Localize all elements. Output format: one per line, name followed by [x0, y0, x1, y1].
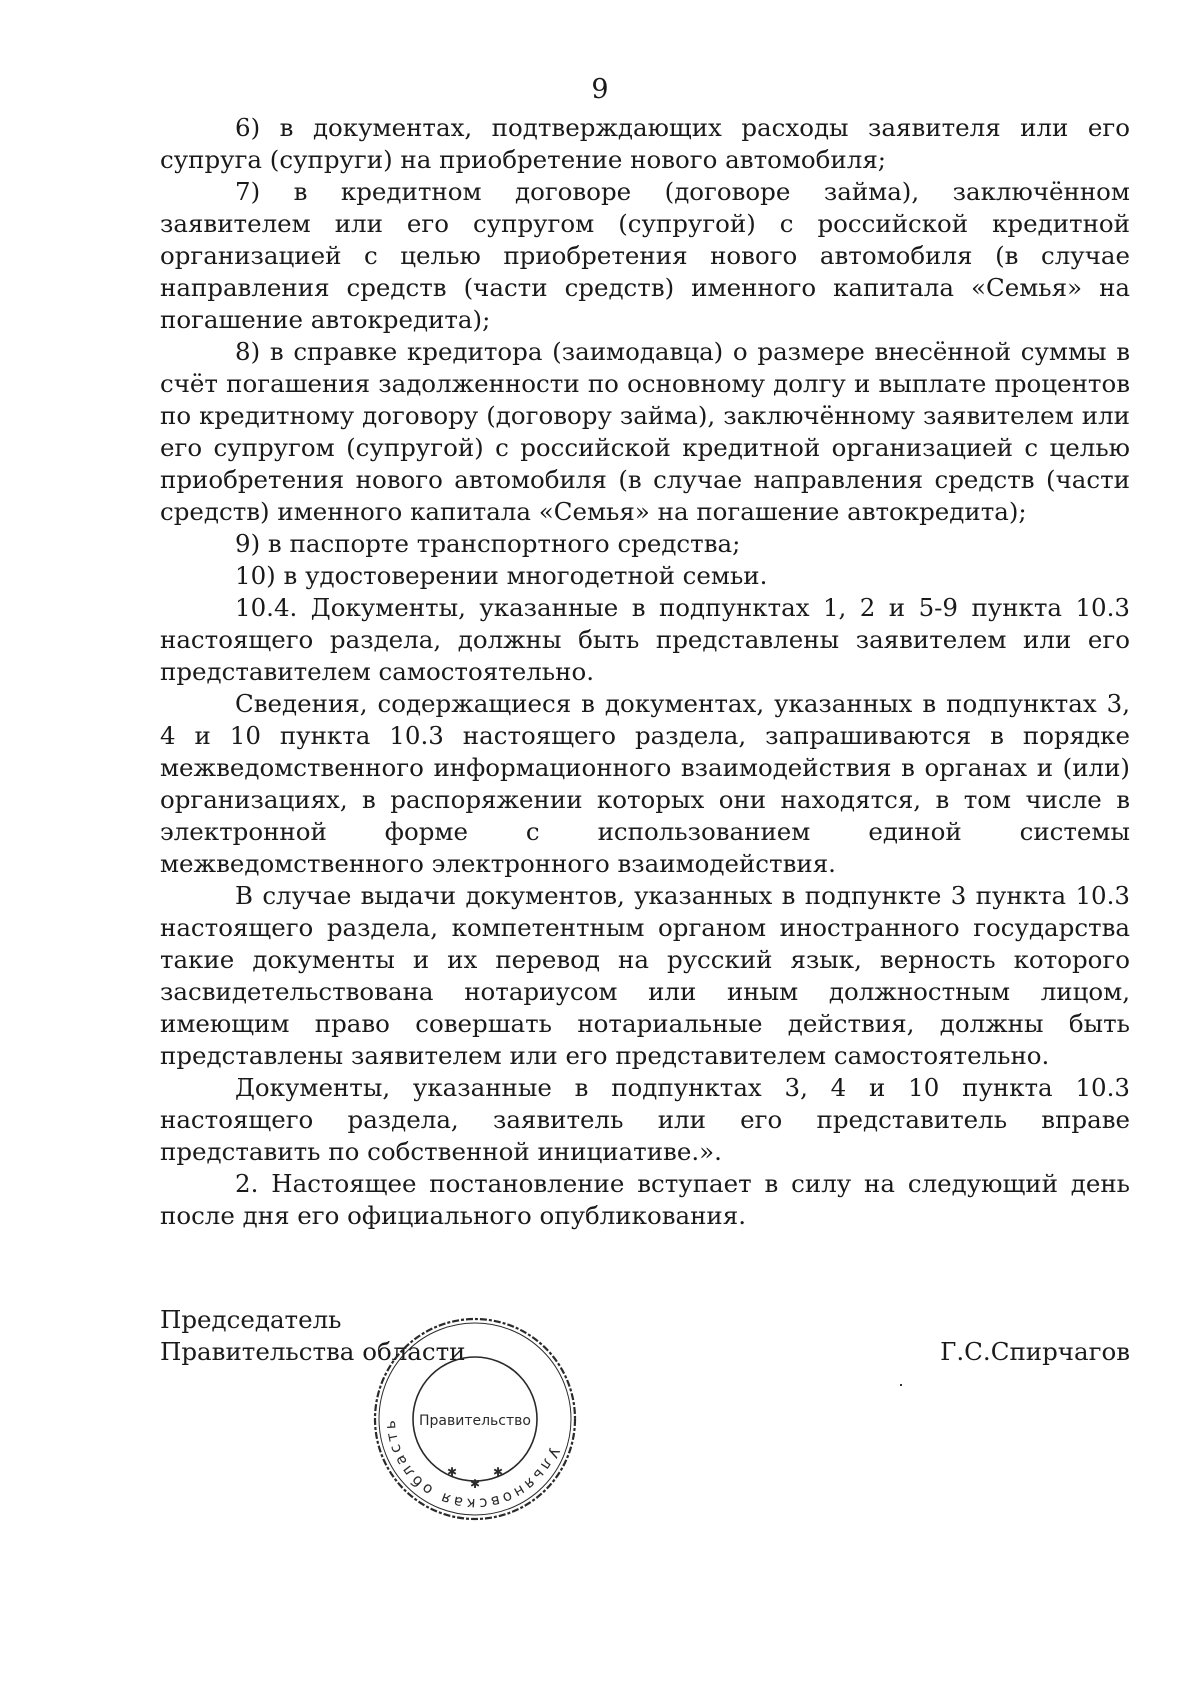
official-seal-stamp [372, 1316, 578, 1522]
seal-star-icon: ✱ [492, 1465, 504, 1479]
document-body [160, 112, 1130, 1232]
paragraph-10-4: 10.4. Документы, указанные в подпунктах 1, 2 и 5-9 пункта 10.3 настоящего раздела, должны быть представлены заявителем или его представителем самостоятельно. [160, 593, 1130, 686]
seal-star-icon: ✱ [469, 1477, 481, 1491]
signatory-title-line2: Правительства области [160, 1337, 466, 1366]
paragraph-item-7: 7) в кредитном договоре (договоре займа), заключённом заявителем или его супругом (супругой) с российской кредитной организацией с целью приобретения нового автомобиля (в случае направления средств (части средств) именного капитала «Семья» на погашение автокредита); [160, 177, 1130, 334]
paragraph-item-8: 8) в справке кредитора (заимодавца) о размере внесённой суммы в счёт погашения задолженности по основному долгу и выплате процентов по кредитному договору (договору займа), заключённому заявителем или его супругом (супругой) с российской кредитной организацией с целью приобретения нового автомобиля (в случае направления средств (части средств) именного капитала «Семья» на погашение автокредита); [160, 337, 1130, 526]
paragraph-interagency-info: Сведения, содержащиеся в документах, указанных в подпунктах 3, 4 и 10 пункта 10.3 настоящего раздела, запрашиваются в порядке межведомственного информационного взаимодействия в органах и (или) организациях, в распоряжении которых они находятся, в том числе в электронной форме с использованием единой системы межведомственного электронного взаимодействия. [160, 689, 1130, 878]
seal-ring-text: Ульяновская область [380, 1416, 564, 1514]
seal-center-text: Правительство [419, 1413, 531, 1429]
page-number: 9 [591, 74, 609, 105]
paragraph-item-9: 9) в паспорте транспортного средства; [235, 529, 741, 558]
paragraph-foreign-documents: В случае выдачи документов, указанных в подпункте 3 пункта 10.3 настоящего раздела, компетентным органом иностранного государства такие документы и их перевод на русский язык, верность которого засвидетельствована нотариусом или иным должностным лицом, имеющим право совершать нотариальные действия, должны быть представлены заявителем или его представителем самостоятельно. [160, 881, 1130, 1070]
paragraph-item-10: 10) в удостоверении многодетной семьи. [235, 561, 768, 590]
signature-mark [900, 1384, 902, 1386]
paragraph-own-initiative: Документы, указанные в подпунктах 3, 4 и 10 пункта 10.3 настоящего раздела, заявитель или его представитель вправе представить по собственной инициативе.». [160, 1073, 1130, 1166]
signature-block [160, 1304, 1130, 1368]
paragraph-item-6: 6) в документах, подтверждающих расходы заявителя или его супруга (супруги) на приобретение нового автомобиля; [160, 113, 1130, 174]
signatory-title-line1: Председатель [160, 1305, 342, 1334]
seal-star-icon: ✱ [446, 1465, 458, 1479]
signatory-name: Г.С.Спирчагов [940, 1337, 1130, 1366]
paragraph-entry-into-force: 2. Настоящее постановление вступает в силу на следующий день после дня его официального опубликования. [160, 1169, 1130, 1230]
